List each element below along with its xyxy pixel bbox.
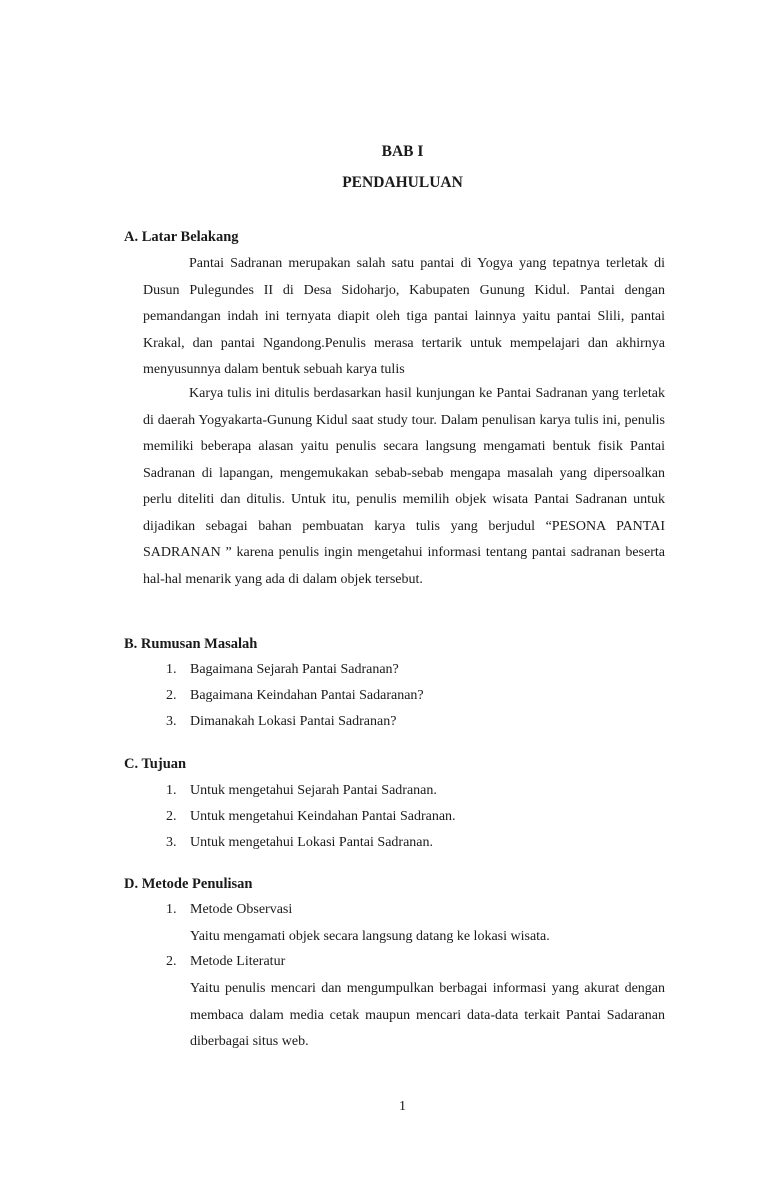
chapter-title: PENDAHULUAN <box>342 174 463 191</box>
paragraph-latar-belakang-1 <box>143 251 665 384</box>
list-item <box>166 902 292 918</box>
list-item <box>166 662 399 678</box>
list-item-description: Yaitu penulis mencari dan mengumpulkan berbagai informasi yang akurat dengan membaca dalam media cetak maupun mencari data-data terkait Pantai Sadaranan diberbagai situs web. <box>190 981 665 1049</box>
list-item-description: Yaitu mengamati objek secara langsung datang ke lokasi wisata. <box>190 929 550 944</box>
list-number: 3. <box>166 835 177 850</box>
list-number: 3. <box>166 714 177 729</box>
list-text: Untuk mengetahui Keindahan Pantai Sadranan. <box>190 809 456 824</box>
list-text: Metode Observasi <box>190 902 293 917</box>
chapter-label: BAB I <box>381 143 424 160</box>
paragraph-text: Karya tulis ini ditulis berdasarkan hasil kunjungan ke Pantai Sadranan yang terletak di daerah Yogyakarta-Gunung Kidul saat study tour. Dalam penulisan karya tulis ini, penulis memiliki beberapa alasan yaitu penulis secara langsung mengamati bentuk fisik Pantai Sadranan di lapangan, mengemukakan sebab-sebab mengapa masalah yang dipersoalkan perlu diteliti dan ditulis. Untuk itu, penulis memilih objek wisata Pantai Sadranan untuk dijadikan sebagai bahan pembuatan karya tulis yang berjudul “PESONA PANTAI SADRANAN ” karena penulis ingin mengetahui informasi tentang pantai sadranan beserta hal-hal menarik yang ada di dalam objek tersebut. <box>143 386 665 587</box>
list-number: 2. <box>166 954 177 969</box>
paragraph-text: Pantai Sadranan merupakan salah satu pantai di Yogya yang tepatnya terletak di Dusun Pulegundes II di Desa Sidoharjo, Kabupaten Gunung Kidul. Pantai dengan pemandangan indah ini ternyata diapit oleh tiga pantai lainnya yaitu pantai Slili, pantai Krakal, dan pantai Ngandong.Penulis merasa tertarik untuk mempelajari dan akhirnya menyusunnya dalam bentuk sebuah karya tulis <box>143 256 665 377</box>
list-text: Bagaimana Sejarah Pantai Sadranan? <box>190 662 399 677</box>
list-number: 2. <box>166 688 177 703</box>
list-number: 1. <box>166 902 177 917</box>
section-heading-metode-penulisan: D. Metode Penulisan <box>124 876 253 892</box>
list-item <box>166 835 433 851</box>
list-text: Dimanakah Lokasi Pantai Sadranan? <box>190 714 397 729</box>
list-item <box>166 954 285 970</box>
paragraph-latar-belakang-2 <box>143 381 665 593</box>
page-number: 1 <box>399 1099 406 1114</box>
list-text: Untuk mengetahui Lokasi Pantai Sadranan. <box>190 835 433 850</box>
list-item <box>166 809 456 825</box>
section-heading-tujuan: C. Tujuan <box>124 756 187 772</box>
list-item <box>166 783 437 799</box>
list-item <box>166 688 424 704</box>
section-heading-rumusan-masalah: B. Rumusan Masalah <box>124 636 258 652</box>
list-text: Metode Literatur <box>190 954 286 969</box>
list-number: 2. <box>166 809 177 824</box>
list-text: Untuk mengetahui Sejarah Pantai Sadranan. <box>190 783 437 798</box>
list-number: 1. <box>166 783 177 798</box>
list-number: 1. <box>166 662 177 677</box>
list-text: Bagaimana Keindahan Pantai Sadaranan? <box>190 688 424 703</box>
section-heading-latar-belakang: A. Latar Belakang <box>124 229 239 245</box>
list-item <box>166 714 396 730</box>
